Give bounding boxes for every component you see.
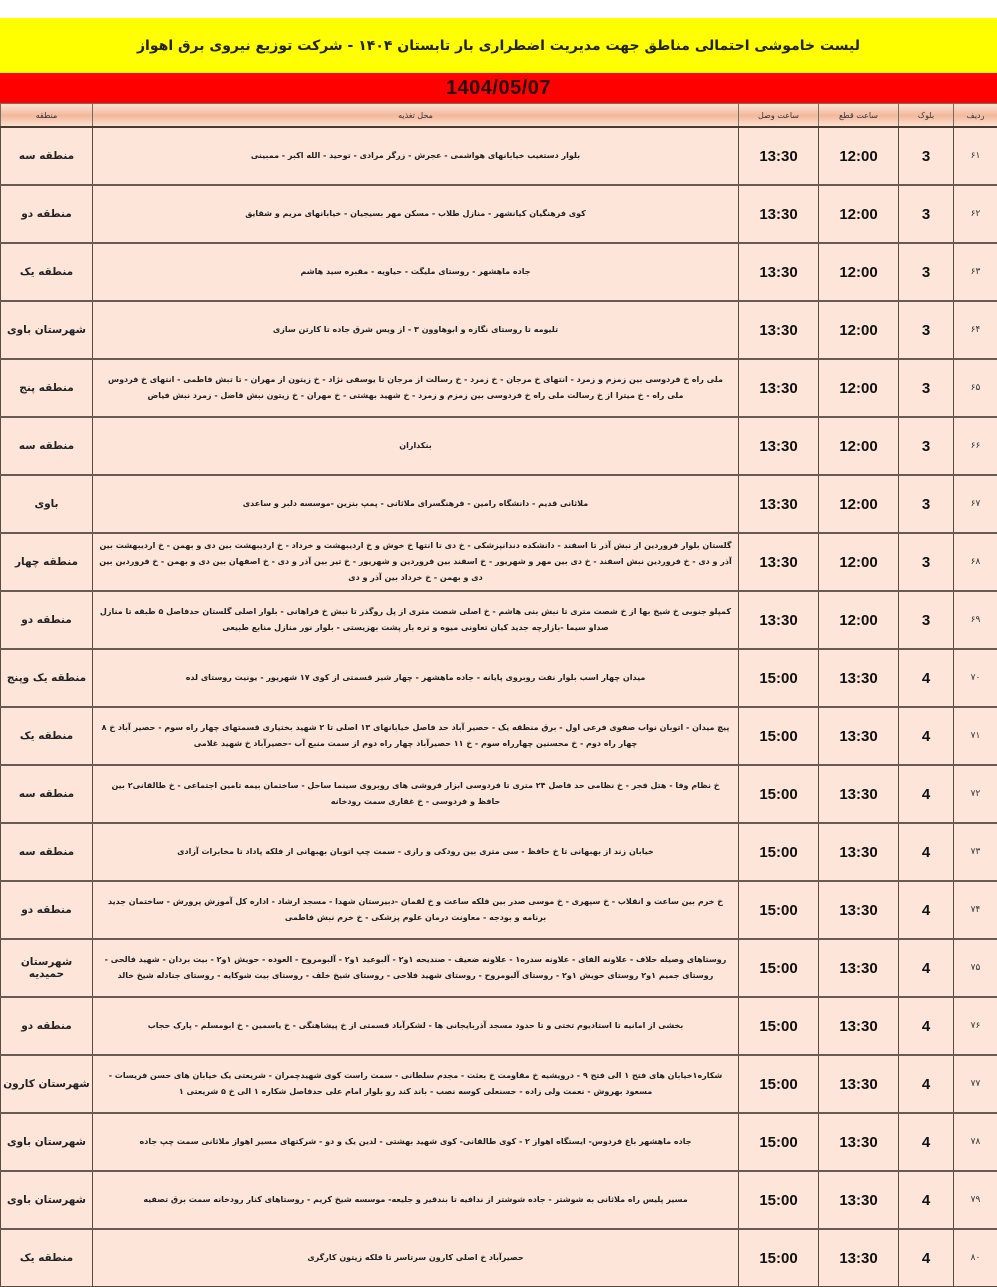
reconnect-time-cell: 15:00 [739,939,819,997]
cut-time-cell: 13:30 [819,823,899,881]
table-row [1,823,997,881]
table-row [1,939,997,997]
region-cell: منطقه پنج [1,359,93,417]
row-number-cell: ۶۵ [954,359,997,417]
cut-time-cell: 13:30 [819,1055,899,1113]
table-row [1,301,997,359]
block-cell: 3 [899,127,954,185]
row-number-cell: ۸۰ [954,1229,997,1287]
location-cell: میدان چهار اسب بلوار نفت روبروی پایانه - جاده ماهشهر - چهار شیر قسمتی از کوی ۱۷ شهریور - یونیت روستای لده [93,649,739,707]
column-header-reconnect-time: ساعت وصل [739,104,819,128]
cut-time-cell: 12:00 [819,591,899,649]
cut-time-cell: 12:00 [819,243,899,301]
row-number-cell: ۶۷ [954,475,997,533]
location-cell: خیابان زند از بهبهانی تا خ حافظ - سی متری بین رودکی و رازی - سمت چپ اتوبان بهبهانی از فلکه پاداد تا مخابرات آزادی [93,823,739,881]
table-row [1,1113,997,1171]
row-number-cell: ۶۸ [954,533,997,591]
row-number-cell: ۷۶ [954,997,997,1055]
row-number-cell: ۷۴ [954,881,997,939]
region-cell: منطقه دو [1,185,93,243]
location-cell: تلیومه تا روستای نگازه و ابوهاوون ۳ - از ویس شرق جاده تا کارتن سازی [93,301,739,359]
cut-time-cell: 12:00 [819,301,899,359]
row-number-cell: ۷۹ [954,1171,997,1229]
block-cell: 3 [899,243,954,301]
row-number-cell: ۷۸ [954,1113,997,1171]
row-number-cell: ۶۳ [954,243,997,301]
block-cell: 3 [899,591,954,649]
block-cell: 3 [899,359,954,417]
location-cell: شکاره۱خیابان های فتح ۱ الی فتح ۹ - درویشیه خ مقاومت خ بعثت - مجدم سلطانی - سمت راست کوی شهیدچمران - شریعتی یک خیابان های حسن فریسات - مسعود بهروش - نعمت ولی زاده - حسنعلی کوسه نصب - باند کند رو بلوار امام علی حدفاصل شکاره ۱ الی خ ۵ شریعتی ۱ [93,1055,739,1113]
region-cell: منطقه دو [1,591,93,649]
location-cell: جاده ماهشهر - روستای ملیگت - حیاویه - مقبره سید هاشم [93,243,739,301]
column-header-region: منطقه [1,104,93,128]
region-cell: منطقه یک [1,707,93,765]
location-cell: گلستان بلوار فروردین از نبش آذر تا اسفند - دانشکده دندانپزشکی - خ دی تا انتها خ خوش و خ اردیبهشت و خرداد - خ اردیبهشت بین دی و بهمن - خ اردیبهشت بین آذر و دی - خ فروردین نبش اسفند - خ دی بین مهر و شهریور - خ اسفند بین فروردین و شهریور - خ تیر بین آذر و دی - خ اصفهان بین دی و بهمن - خ فروردین بین دی و بهمن - خ خرداد بین آذر و دی [93,533,739,591]
reconnect-time-cell: 15:00 [739,1229,819,1287]
reconnect-time-cell: 15:00 [739,881,819,939]
block-cell: 4 [899,939,954,997]
block-cell: 3 [899,417,954,475]
cut-time-cell: 13:30 [819,1171,899,1229]
outage-schedule-table [0,103,997,1287]
location-cell: ملی راه خ فردوسی بین زمزم و زمرد - انتهای خ مرجان - خ زمرد - خ رسالت از مرجان تا یوسفی نژاد - خ زیتون از مهران - تا تبش فاطمی - انتهای خ فردوس ملی راه - خ میترا از خ رسالت ملی راه خ فردوسی بین زمزم و زمرد - خ شهید بهشتی - خ مهران - خ زیتون نبش فاضل - زمرد نبش فیاض [93,359,739,417]
block-cell: 4 [899,823,954,881]
date-label: 1404/05/07 [446,77,551,100]
table-row [1,881,997,939]
region-cell: شهرستان کارون [1,1055,93,1113]
cut-time-cell: 13:30 [819,649,899,707]
row-number-cell: ۶۴ [954,301,997,359]
cut-time-cell: 13:30 [819,1229,899,1287]
reconnect-time-cell: 13:30 [739,127,819,185]
region-cell: شهرستان باوی [1,1171,93,1229]
row-number-cell: ۷۲ [954,765,997,823]
region-cell: منطقه سه [1,823,93,881]
row-number-cell: ۷۷ [954,1055,997,1113]
block-cell: 4 [899,649,954,707]
reconnect-time-cell: 13:30 [739,417,819,475]
table-row [1,185,997,243]
block-cell: 4 [899,1113,954,1171]
cut-time-cell: 13:30 [819,765,899,823]
location-cell: روستاهای وصیله حلاف - علاونه الفای - علاونه سدره۱ - علاونه ضعیف - صندیحه ۱و۲ - آلبوعید ۱و۲ - آلبومروح - العوده - حویش ۱و۲ - بیت بردان - شهید فالحی - روستای جمیم ۱و۲ روستای حویش ۱و۲ - روستای آلبومروح - روستای شهید فلاحی - روستای شیخ خلف - روستای بیت شوکایه - روستای جنادله شیخ خالد [93,939,739,997]
table-row [1,1229,997,1287]
region-cell: منطقه یک وپنج [1,649,93,707]
page-title: لیست خاموشی احتمالی مناطق جهت مدیریت اضطراری بار تابستان ۱۴۰۴ - شرکت توزیع نیروی برق اهواز [137,38,860,54]
reconnect-time-cell: 13:30 [739,475,819,533]
row-number-cell: ۷۵ [954,939,997,997]
reconnect-time-cell: 15:00 [739,997,819,1055]
region-cell: منطقه سه [1,417,93,475]
location-cell: بنکداران [93,417,739,475]
table-row [1,765,997,823]
table-row [1,417,997,475]
block-cell: 4 [899,765,954,823]
cut-time-cell: 12:00 [819,185,899,243]
block-cell: 3 [899,301,954,359]
table-row [1,591,997,649]
table-header-row [1,104,997,128]
row-number-cell: ۶۶ [954,417,997,475]
reconnect-time-cell: 15:00 [739,707,819,765]
cut-time-cell: 12:00 [819,533,899,591]
reconnect-time-cell: 15:00 [739,649,819,707]
cut-time-cell: 13:30 [819,881,899,939]
cut-time-cell: 12:00 [819,417,899,475]
region-cell: منطقه یک [1,1229,93,1287]
region-cell: منطقه سه [1,765,93,823]
table-row [1,359,997,417]
reconnect-time-cell: 15:00 [739,1055,819,1113]
block-cell: 4 [899,1171,954,1229]
reconnect-time-cell: 13:30 [739,301,819,359]
block-cell: 4 [899,1229,954,1287]
location-cell: مسیر پلیس راه ملاثانی به شوشتر - جاده شوشتر از ندافیه تا بندقیر و جلیعه- موسسه شیخ کریم - روستاهای کنار رودخانه سمت برق تصفیه [93,1171,739,1229]
cut-time-cell: 12:00 [819,359,899,417]
table-row [1,997,997,1055]
region-cell: شهرستان باوی [1,301,93,359]
reconnect-time-cell: 15:00 [739,1113,819,1171]
column-header-location: محل تغذیه [93,104,739,128]
cut-time-cell: 12:00 [819,475,899,533]
reconnect-time-cell: 15:00 [739,765,819,823]
region-cell: منطقه دو [1,881,93,939]
block-cell: 3 [899,533,954,591]
region-cell: شهرستان حمیدیه [1,939,93,997]
row-number-cell: ۶۲ [954,185,997,243]
reconnect-time-cell: 13:30 [739,591,819,649]
location-cell: بلوار دستغیب خیابانهای هواشمی - عجرش - زرگر مرادی - توحید - الله اکبر - ممبینی [93,127,739,185]
table-row [1,1055,997,1113]
reconnect-time-cell: 13:30 [739,533,819,591]
location-cell: جاده ماهشهر باغ فردوس- ایستگاه اهواز ۲ - کوی طالقانی- کوی شهید بهشتی - لدین یک و دو - شرکتهای مسیر اهواز ملاثانی سمت چپ جاده [93,1113,739,1171]
cut-time-cell: 13:30 [819,1113,899,1171]
region-cell: شهرستان باوی [1,1113,93,1171]
block-cell: 4 [899,1055,954,1113]
region-cell: باوی [1,475,93,533]
block-cell: 3 [899,185,954,243]
row-number-cell: ۶۱ [954,127,997,185]
location-cell: حصیرآباد خ اصلی کارون سرتاسر تا فلکه زیتون کارگری [93,1229,739,1287]
reconnect-time-cell: 13:30 [739,185,819,243]
cut-time-cell: 12:00 [819,127,899,185]
region-cell: منطقه سه [1,127,93,185]
table-row [1,475,997,533]
cut-time-cell: 13:30 [819,707,899,765]
table-row [1,1171,997,1229]
row-number-cell: ۶۹ [954,591,997,649]
region-cell: منطقه چهار [1,533,93,591]
table-row [1,243,997,301]
reconnect-time-cell: 13:30 [739,243,819,301]
region-cell: منطقه دو [1,997,93,1055]
title-banner [0,18,997,73]
table-row [1,127,997,185]
block-cell: 4 [899,997,954,1055]
table-row [1,707,997,765]
date-banner [0,73,997,103]
location-cell: ملاثانی قدیم - دانشگاه رامین - فرهنگسرای ملاثانی - پمپ بنزین -موسسه دلبر و ساعدی [93,475,739,533]
block-cell: 4 [899,881,954,939]
location-cell: بخشی از امانیه تا استادیوم تختی و تا حدود مسجد آذربایجانی ها - لشکرآباد قسمتی از خ پیشاهنگی - خ یاسمین - خ ابومسلم - پارک حجاب [93,997,739,1055]
top-margin [0,0,997,18]
block-cell: 3 [899,475,954,533]
cut-time-cell: 13:30 [819,997,899,1055]
row-number-cell: ۷۱ [954,707,997,765]
location-cell: خ خرم بین ساعت و انقلاب - خ سپهری - خ موسی صدر بین فلکه ساعت و خ لقمان -دبیرستان شهدا - مسجد ارشاد - اداره کل آموزش پرورش - ساختمان جدید برنامه و بودجه - معاونت درمان علوم پزشکی - خ خرم نبش فاطمی [93,881,739,939]
location-cell: کمپلو جنوبی خ شیخ بها از خ شصت متری تا نبش بنی هاشم - خ اصلی شصت متری از پل روگذر تا نبش خ فراهانی - بلوار اصلی گلستان حدفاصل ۵ طبقه تا منازل صداو سیما -بازارچه جدید کیان تعاونی میوه و تره بار پشت بهزیستی - بلوار نور منازل منابع طبیعی [93,591,739,649]
table-row [1,533,997,591]
region-cell: منطقه یک [1,243,93,301]
block-cell: 4 [899,707,954,765]
column-header-block: بلوک [899,104,954,128]
reconnect-time-cell: 13:30 [739,359,819,417]
column-header-row: ردیف [954,104,997,128]
location-cell: کوی فرهنگیان کیانشهر - منازل طلاب - مسکن مهر بسیجیان - خیابانهای مریم و شقایق [93,185,739,243]
location-cell: خ نظام وفا - هتل فجر - خ نظامی حد فاصل ۲۴ متری تا فردوسی ابزار فروشی های روبروی سینما ساحل - ساختمان بیمه تامین اجتماعی - خ طالقانی۲ بین حافظ و فردوسی - خ غفاری سمت رودخانه [93,765,739,823]
reconnect-time-cell: 15:00 [739,823,819,881]
column-header-cut-time: ساعت قطع [819,104,899,128]
row-number-cell: ۷۰ [954,649,997,707]
location-cell: پیچ میدان - اتوبان نواب صفوی فرعی اول - برق منطقه یک - حصیر آباد حد فاصل خیابانهای ۱۳ اصلی تا ۲ شهید بختیاری قسمتهای چهار راه سوم - حصیر آباد خ ۸ چهار راه دوم - خ محسنین چهارراه سوم - خ ۱۱ حصیرآباد چهار راه دوم از سمت منبع آب -حصیرآباد خ شهید غلامی [93,707,739,765]
row-number-cell: ۷۳ [954,823,997,881]
cut-time-cell: 13:30 [819,939,899,997]
table-row [1,649,997,707]
reconnect-time-cell: 15:00 [739,1171,819,1229]
